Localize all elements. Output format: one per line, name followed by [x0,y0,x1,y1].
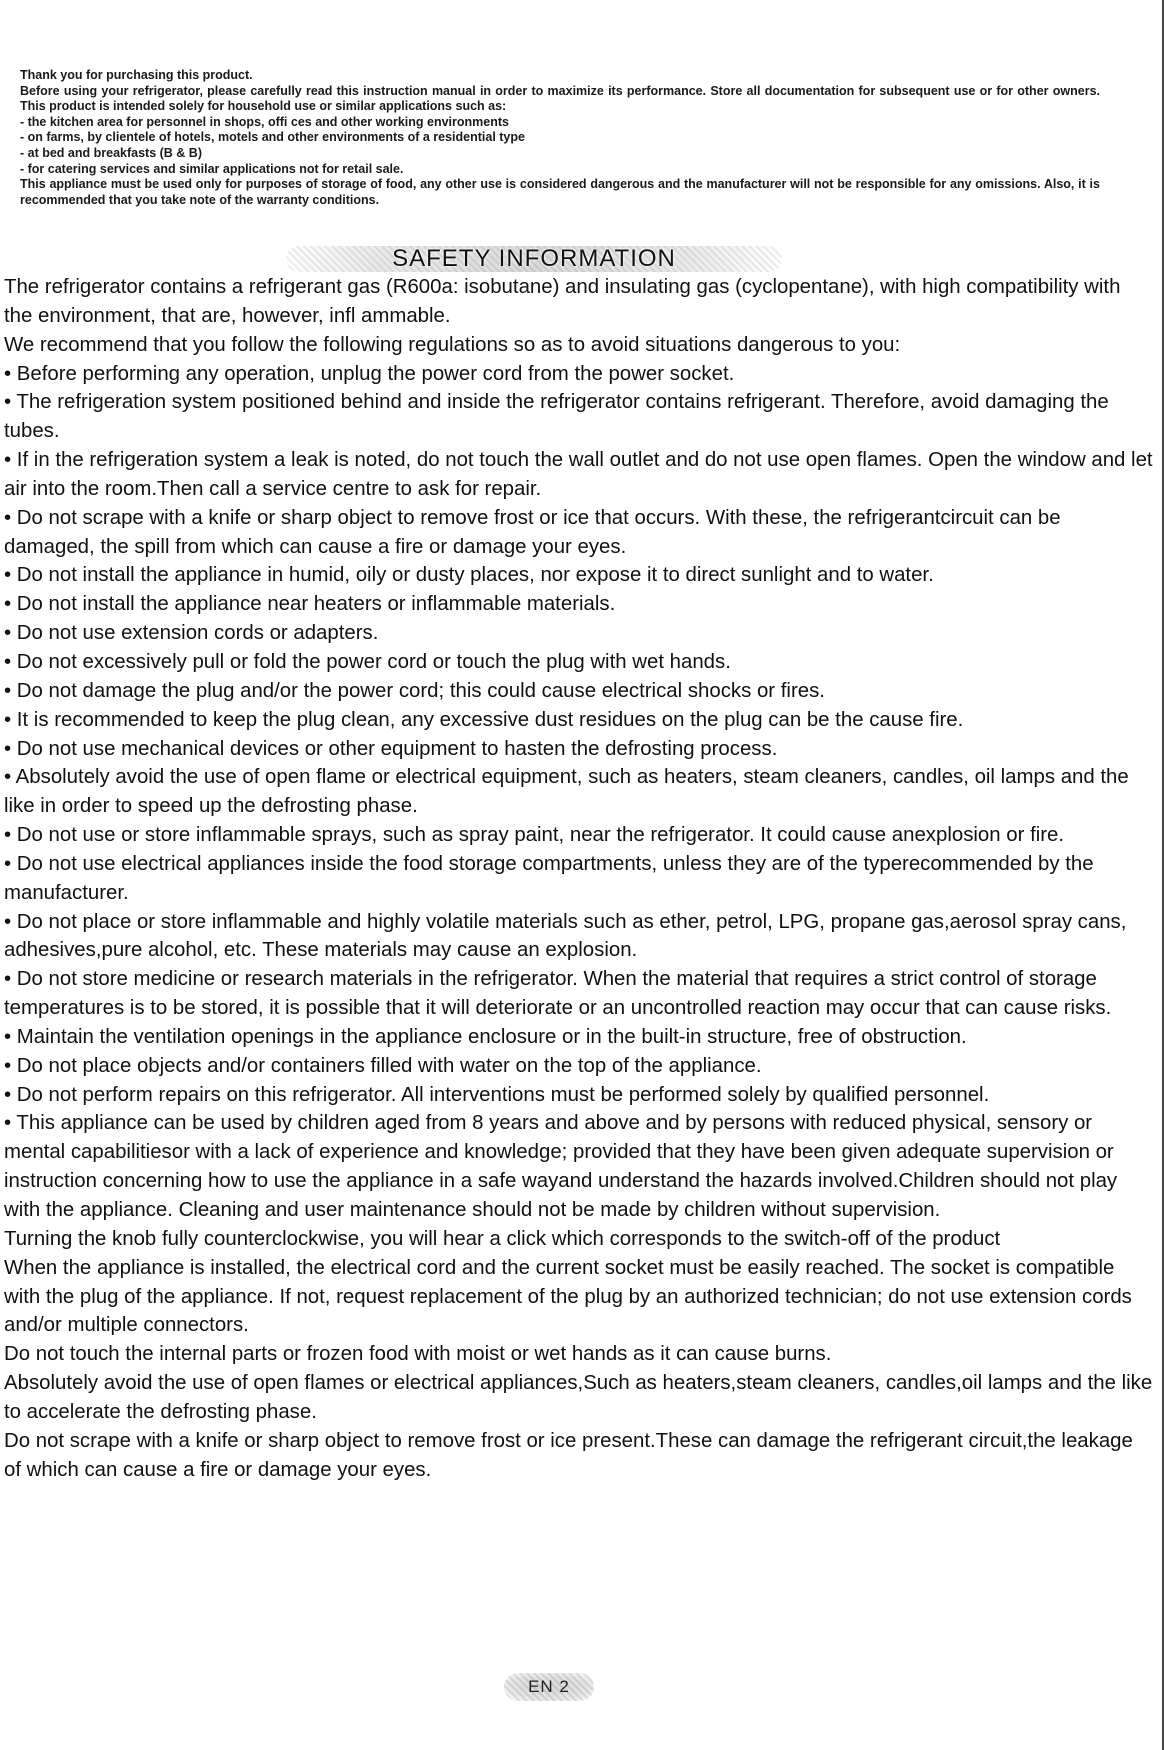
section-title-banner [286,246,782,272]
page-number: EN 2 [528,1677,570,1696]
intro-use-1: - the kitchen area for personnel in shops, offi ces and other working environments [20,114,509,129]
intro-block [20,68,1100,208]
intro-thanks: Thank you for purchasing this product. [20,68,253,82]
safety-paragraph: When the appliance is installed, the electrical cord and the current socket must be easily reached. The socket is compatible with the plug of the appliance. If not, request replacement of the plug by an authorized technician; do not use extension cords and/or multiple connectors. [4,1256,1132,1337]
safety-paragraph: Do not scrape with a knife or sharp object to remove frost or ice present.These can damage the refrigerant circuit,the leakage of which can cause a fire or damage your eyes. [4,1429,1133,1481]
safety-paragraph: • Do not install the appliance in humid, oily or dusty places, nor expose it to direct sunlight and to water. [4,564,934,587]
section-title: SAFETY INFORMATION [392,245,676,272]
safety-paragraph: • Do not install the appliance near heaters or inflammable materials. [4,593,616,616]
intro-use-4: - for catering services and similar applications not for retail sale. [20,161,404,176]
safety-paragraph: • Do not store medicine or research materials in the refrigerator. When the material that requires a strict control of storage temperatures is to be stored, it is possible that it will deteriorate or an uncontrolled reaction may occur that can cause risks. [4,968,1112,1020]
safety-paragraph: • Maintain the ventilation openings in the appliance enclosure or in the built-in structure, free of obstruction. [4,1025,967,1048]
safety-paragraph: Absolutely avoid the use of open flames or electrical appliances,Such as heaters,steam cleaners, candles,oil lamps and the like to accelerate the defrosting phase. [4,1372,1153,1423]
safety-paragraph: • The refrigeration system positioned behind and inside the refrigerator contains refrigerant. Therefore, avoid damaging the tubes. [4,391,1109,443]
safety-paragraph: The refrigerator contains a refrigerant gas (R600a: isobutane) and insulating gas (cyclopentane), with high compatibility with the environment, that are, however, infl ammable. [4,276,1121,327]
safety-text [4,273,1154,1484]
safety-paragraph: • Do not place or store inflammable and highly volatile materials such as ether, petrol, LPG, propane gas,aerosol spray cans, adhesives,pure alcohol, etc. These materials may cause an explosion. [4,910,1127,962]
page-number-badge [504,1673,594,1701]
safety-paragraph: • Do not use or store inflammable sprays, such as spray paint, near the refrigerator. It could cause anexplosion or fire. [4,824,1065,847]
safety-paragraph: • Do not place objects and/or containers filled with water on the top of the appliance. [4,1054,762,1077]
safety-paragraph: • Do not perform repairs on this refrigerator. All interventions must be performed solely by qualified personnel. [4,1083,990,1106]
safety-paragraph: • This appliance can be used by children aged from 8 years and above and by persons with reduced physical, sensory or mental capabilitiesor with a lack of experience and knowledge; provided that they have been given adequate supervision or instruction concerning how to use the appliance in a safe wayand understand the hazards involved.Children should not play with the appliance. Cleaning and user maintenance should not be made by children without supervision. [4,1112,1118,1221]
intro-warning: This appliance must be used only for purposes of storage of food, any other use is considered dangerous and the manufacturer will not be responsible for any omissions. Also, it is recommended that you take note of the warranty conditions. [20,177,1100,207]
safety-paragraph: • Do not excessively pull or fold the power cord or touch the plug with wet hands. [4,650,731,673]
safety-paragraph: • Before performing any operation, unplug the power cord from the power socket. [4,362,735,385]
safety-paragraph: • If in the refrigeration system a leak is noted, do not touch the wall outlet and do not use open flames. Open the window and let air into the room.Then call a service centre to ask for repair. [4,449,1153,500]
safety-paragraph: • Do not damage the plug and/or the power cord; this could cause electrical shocks or fires. [4,679,825,702]
intro-use-3: - at bed and breakfasts (B & B) [20,145,202,160]
safety-paragraph: • Do not use mechanical devices or other equipment to hasten the defrosting process. [4,737,778,760]
safety-paragraph: Do not touch the internal parts or frozen food with moist or wet hands as it can cause burns. [4,1343,832,1366]
safety-paragraph: • Do not use electrical appliances inside the food storage compartments, unless they are of the typerecommended by the manufacturer. [4,852,1094,904]
safety-paragraph: • It is recommended to keep the plug clean, any excessive dust residues on the plug can be the cause fire. [4,708,964,731]
safety-paragraph: Turning the knob fully counterclockwise, you will hear a click which corresponds to the switch-off of the product [4,1227,1001,1250]
intro-use-2: - on farms, by clientele of hotels, motels and other environments of a residential type [20,130,525,145]
safety-paragraph: We recommend that you follow the following regulations so as to avoid situations dangerous to you: [4,333,901,356]
safety-paragraph: • Do not use extension cords or adapters. [4,622,379,645]
intro-before: Before using your refrigerator, please carefully read this instruction manual in order to maximize its performance. Store all documentation for subsequent use or for other owners. This product is intended solely for household use or similar applications such as: [20,83,1100,114]
safety-paragraph: • Do not scrape with a knife or sharp object to remove frost or ice that occurs. With these, the refrigerantcircuit can be damaged, the spill from which can cause a fire or damage your eyes. [4,506,1061,558]
safety-paragraph: • Absolutely avoid the use of open flame or electrical equipment, such as heaters, steam cleaners, candles, oil lamps and the like in order to speed up the defrosting phase. [4,766,1129,818]
